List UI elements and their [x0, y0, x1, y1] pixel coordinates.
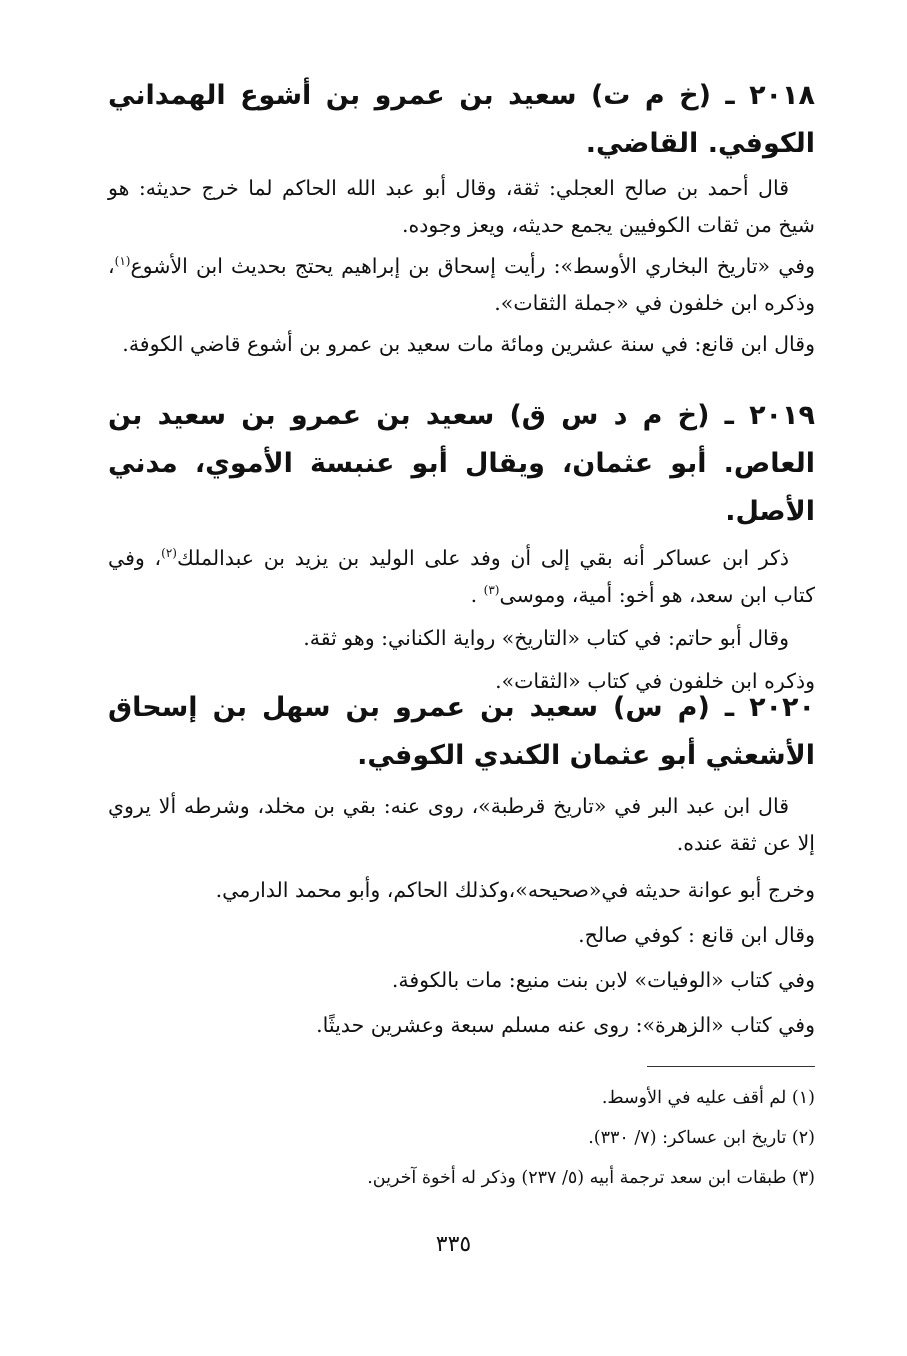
entry-paragraph: وقال ابن قانع: في سنة عشرين ومائة مات سعيد بن عمرو بن أشوع قاضي الكوفة. [122, 332, 815, 356]
footnote-separator [647, 1066, 815, 1067]
entry-paragraph: وفي كتاب «الزهرة»: روى عنه مسلم سبعة وعشرين حديثًا. [316, 1013, 815, 1037]
footnotes [108, 1078, 815, 1198]
entry-paragraph [108, 540, 815, 614]
footnote-reference: (٢) [161, 546, 177, 561]
footnote-reference: (٣) [483, 583, 500, 598]
paragraph-text: ذكر ابن عساكر أنه بقي إلى أن وفد على الوليد بن يزيد بن عبدالملك [176, 546, 789, 570]
entry-paragraph: وخرج أبو عوانة حديثه في«صحيحه»،وكذلك الحاكم، وأبو محمد الدارمي. [215, 878, 815, 902]
entry-paragraph: وذكره ابن خلفون في كتاب «الثقات». [495, 669, 815, 693]
page-number: ٣٣٥ [435, 1232, 472, 1257]
entry-heading: ٢٠١٩ ـ (خ م د س ق) سعيد بن عمرو بن سعيد بن العاص. أبو عثمان، ويقال أبو عنبسة الأموي، مدني الأصل. [108, 400, 815, 527]
entry-paragraph: وفي كتاب «الوفيات» لابن بنت منيع: مات بالكوفة. [391, 968, 815, 992]
paragraph-text: ، وفي كتاب ابن سعد، هو أخو: أمية، وموسى [108, 546, 815, 607]
paragraph-text: . [470, 583, 484, 607]
entry-2020 [108, 684, 815, 1044]
footnote: (١) لم أقف عليه في الأوسط. [601, 1088, 815, 1108]
entry-paragraph: قال ابن عبد البر في «تاريخ قرطبة»، روى عنه: بقي بن مخلد، وشرطه ألا يروي إلا عن ثقة عنده. [108, 794, 815, 855]
footnote: (٣) طبقات ابن سعد ترجمة أبيه (٥/ ٢٣٧) وذكر له أخوة آخرين. [367, 1168, 815, 1188]
footnote: (٢) تاريخ ابن عساكر: (٧/ ٣٣٠). [588, 1128, 815, 1148]
entry-2018 [108, 72, 815, 363]
paragraph-text: وفي «تاريخ البخاري الأوسط»: رأيت إسحاق بن إبراهيم يحتج بحديث ابن الأشوع [130, 254, 815, 278]
entry-paragraph: قال أحمد بن صالح العجلي: ثقة، وقال أبو عبد الله الحاكم لما خرج حديثه: هو شيخ من ثقات الكوفيين يجمع حديثه، ويعز وجوده. [108, 176, 815, 237]
entry-heading: ٢٠١٨ ـ (خ م ت) سعيد بن عمرو بن أشوع الهمداني الكوفي. القاضي. [108, 80, 815, 159]
entry-2019 [108, 392, 815, 700]
entry-paragraph [108, 248, 815, 322]
footnote-reference: (١) [114, 254, 131, 269]
paragraph-text: ، وذكره ابن خلفون في «جملة الثقات». [108, 254, 815, 315]
entry-heading: ٢٠٢٠ ـ (م س) سعيد بن عمرو بن سهل بن إسحاق الأشعثي أبو عثمان الكندي الكوفي. [108, 692, 815, 771]
entry-paragraph: وقال أبو حاتم: في كتاب «التاريخ» رواية الكناني: وهو ثقة. [303, 626, 789, 650]
entry-paragraph: وقال ابن قانع : كوفي صالح. [578, 923, 815, 947]
